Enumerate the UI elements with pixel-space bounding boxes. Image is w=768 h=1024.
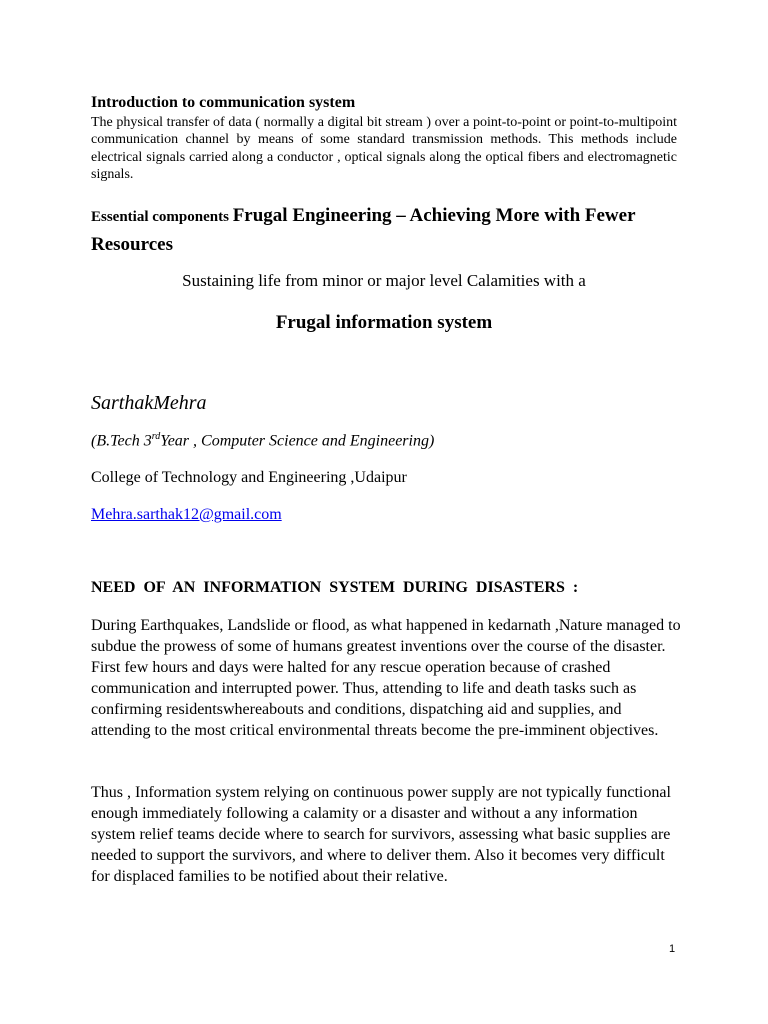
author-email-link[interactable]: Mehra.sarthak12@gmail.com xyxy=(91,506,282,523)
paper-title xyxy=(91,202,691,260)
section-heading: NEED OF AN INFORMATION SYSTEM DURING DISASTERS : xyxy=(91,579,579,596)
degree-rest: Year , Computer Science and Engineering) xyxy=(160,432,435,450)
author-college: College of Technology and Engineering ,Udaipur xyxy=(91,469,407,486)
paper-subtitle: Sustaining life from minor or major level Calamities with a xyxy=(182,271,586,290)
title-prefix: Essential components xyxy=(91,209,233,225)
intro-heading: Introduction to communication system xyxy=(91,94,356,111)
section-paragraph-2: Thus , Information system relying on continuous power supply are not typically functional enough immediately following a calamity or a disaster and without a any information system relief teams decide where to search for survivors, assessing what basic supplies are needed to support the survivors, and where to deliver them. Also it becomes very difficult for displaced families to be notified about their relative. xyxy=(91,784,671,885)
author-name: SarthakMehra xyxy=(91,392,207,414)
page-number: 1 xyxy=(669,943,676,955)
author-degree xyxy=(91,431,434,450)
system-title: Frugal information system xyxy=(275,312,493,333)
intro-paragraph: The physical transfer of data ( normally a digital bit stream ) over a point-to-point or point-to-multipoint communication channel by means of some standard transmission methods. This methods include electrical signals carried along a conductor , optical signals along the optical fibers and electromagnetic signals. xyxy=(91,115,677,182)
title-main: Frugal Engineering – Achieving More with Fewer Resources xyxy=(91,205,636,255)
degree-superscript: rd xyxy=(151,431,161,442)
degree-prefix: (B.Tech 3 xyxy=(91,432,152,450)
section-paragraph-1: During Earthquakes, Landslide or flood, as what happened in kedarnath ,Nature managed to subdue the prowess of some of humans greatest inventions over the course of the disaster. First few hours and days were halted for any rescue operation because of crashed communication and interrupted power. Thus, attending to life and death tasks such as confirming residentswhereabouts and conditions, dispatching aid and supplies, and attending to the most critical environmental threats become the pre-imminent objectives. xyxy=(91,617,681,739)
